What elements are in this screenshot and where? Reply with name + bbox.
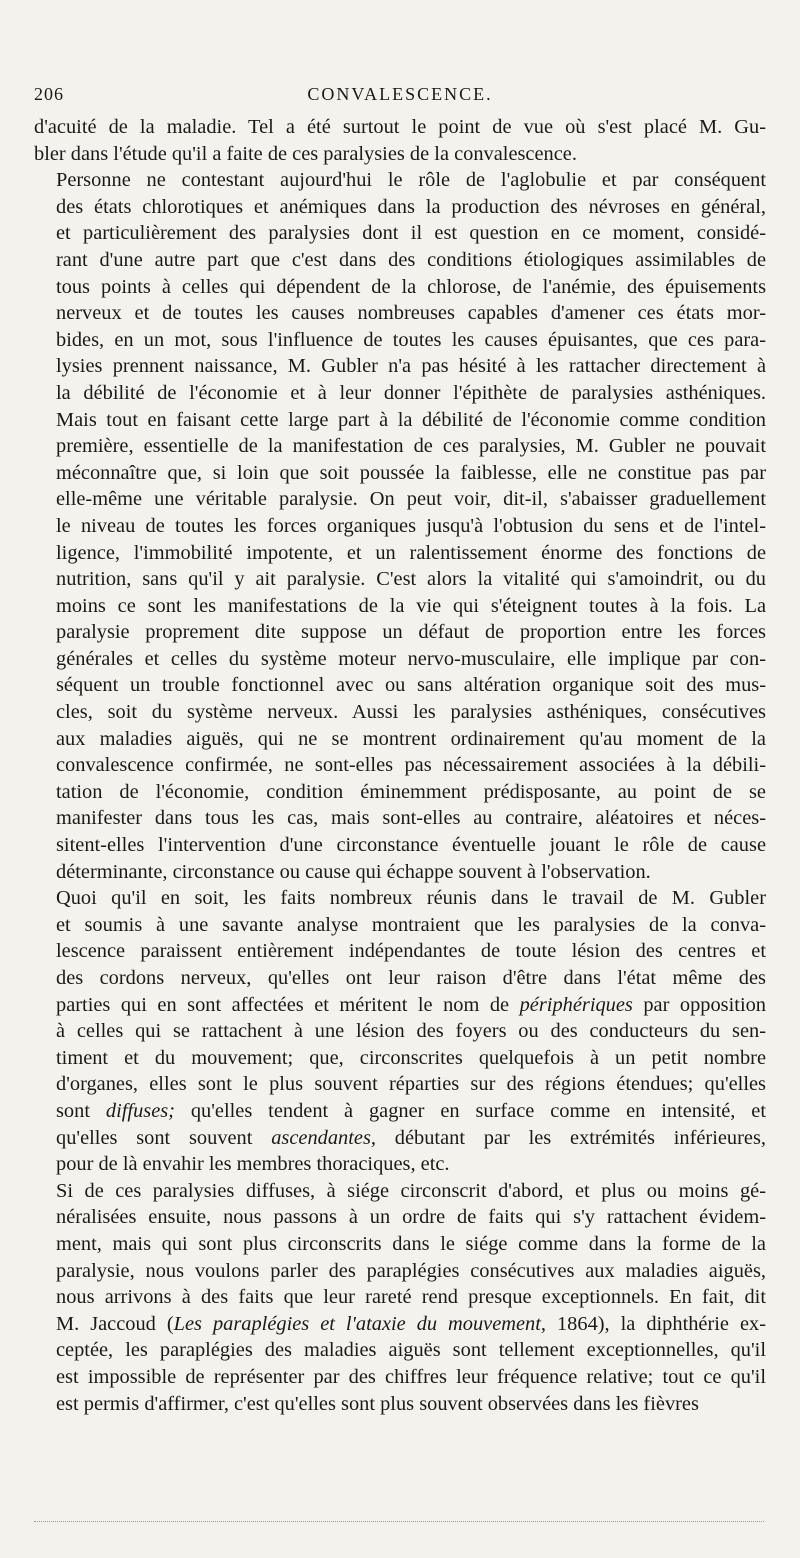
text-segment: qu'elles sont souvent (56, 1126, 272, 1149)
italic-segment: Les paraplégies et l'ataxie du mouvement, (173, 1312, 547, 1335)
text-line: ment, mais qui sont plus circonscrits dans le siége comme dans la forme de la (56, 1232, 766, 1255)
text-line: nutrition, sans qu'il y ait paralysie. C'est alors la vitalité qui s'amoindrit, ou du (56, 568, 766, 591)
text-line: méconnaître que, si loin que soit poussée la faiblesse, elle ne constitue pas par (56, 461, 766, 484)
text-line: déterminante, circonstance ou cause qui échappe souvent à l'observation. (56, 860, 651, 883)
text-line: timent et du mouvement; que, circonscrites quelquefois à un petit nombre (56, 1046, 766, 1069)
text-line: séquent un trouble fonctionnel avec ou sans altération organique soit des mus- (56, 674, 766, 697)
book-page (34, 84, 766, 1417)
running-header (34, 84, 766, 114)
text-segment: débutant par les extrémités inférieures, (375, 1126, 767, 1149)
text-line: nous arrivons à des faits que leur rareté rend presque exceptionnels. En fait, dit (56, 1286, 766, 1309)
paragraph (34, 1178, 766, 1417)
text-line: rant d'une autre part que c'est dans des conditions étiologiques assimilables de (56, 248, 766, 271)
text-line: manifester dans tous les cas, mais sont-elles au contraire, aléatoires et néces- (56, 807, 766, 830)
text-line: des états chlorotiques et anémiques dans la production des névroses en général, (56, 195, 766, 218)
text-line: elle-même une véritable paralysie. On peut voir, dit-il, s'abaisser graduellement (56, 488, 766, 511)
text-line: Mais tout en faisant cette large part à la débilité de l'économie comme condition (56, 408, 766, 431)
paragraph (34, 114, 766, 167)
italic-segment: diffuses; (105, 1099, 175, 1122)
text-line: aux maladies aiguës, qui ne se montrent ordinairement qu'au moment de la (56, 727, 766, 750)
text-line (34, 992, 766, 1019)
text-line: paralysie proprement dite suppose un défaut de proportion entre les forces (56, 621, 766, 644)
text-line: Personne ne contestant aujourd'hui le rôle de l'aglobulie et par conséquent (56, 169, 766, 192)
text-segment: qu'elles tendent à gagner en surface comme en intensité, et (174, 1099, 766, 1122)
text-line: générales et celles du système moteur nervo-musculaire, elle implique par con- (56, 647, 766, 670)
text-segment: M. Jaccoud ( (56, 1312, 174, 1335)
text-segment: 1864), la diphthérie ex- (546, 1312, 766, 1335)
running-title: CONVALESCENCE. (307, 84, 493, 104)
text-line: des cordons nerveux, qu'elles ont leur raison d'être dans l'état même des (56, 967, 766, 989)
text-line: première, essentielle de la manifestation de ces paralysies, M. Gubler ne pouvait (56, 435, 766, 458)
text-line: convalescence confirmée, ne sont-elles pas nécessairement associées à la débili- (56, 754, 766, 777)
text-line: nerveux et de toutes les causes nombreuses capables d'amener ces états mor- (56, 302, 766, 325)
text-line: à celles qui se rattachent à une lésion des foyers ou des conducteurs du sen- (56, 1020, 766, 1043)
text-line: moins ce sont les manifestations de la vie qui s'éteignent toutes à la fois. La (56, 594, 766, 617)
text-line: paralysie, nous voulons parler des paraplégies consécutives aux maladies aiguës, (56, 1259, 766, 1282)
text-line: la débilité de l'économie et à leur donner l'épithète de paralysies asthéniques. (56, 381, 766, 404)
text-line: d'acuité de la maladie. Tel a été surtout le point de vue où s'est placé M. Gu- (34, 116, 766, 138)
text-line: lysies prennent naissance, M. Gubler n'a pas hésité à les rattacher directement à (56, 355, 766, 378)
body-text (34, 114, 766, 1417)
text-segment: sont (56, 1099, 106, 1122)
page-number: 206 (34, 84, 64, 104)
paragraph (34, 167, 766, 885)
text-line (34, 1125, 766, 1152)
text-line: bides, en un mot, sous l'influence de toutes les causes épuisantes, que ces para- (56, 328, 766, 351)
text-line: bler dans l'étude qu'il a faite de ces paralysies de la convalescence. (34, 142, 577, 165)
text-line: ligence, l'immobilité impotente, et un ralentissement énorme des fonctions de (56, 541, 766, 564)
text-line: Quoi qu'il en soit, les faits nombreux réunis dans le travail de M. Gubler (56, 887, 766, 910)
paragraph (34, 885, 766, 1178)
text-line: cles, soit du système nerveux. Aussi les paralysies asthéniques, consécutives (56, 701, 766, 724)
text-line: est permis d'affirmer, c'est qu'elles sont plus souvent observées dans les fièvres (56, 1392, 699, 1415)
text-line: pour de là envahir les membres thoraciques, etc. (56, 1153, 450, 1176)
text-segment: par opposition (632, 993, 766, 1016)
italic-segment: ascendantes, (271, 1126, 376, 1149)
text-line: néralisées ensuite, nous passons à un ordre de faits qui s'y rattachent évidem- (56, 1206, 766, 1229)
text-line: est impossible de représenter par des chiffres leur fréquence relative; tout ce qu'il (56, 1365, 766, 1388)
italic-segment: périphériques (519, 993, 633, 1016)
text-line: et soumis à une savante analyse montraient que les paralysies de la conva- (56, 913, 766, 936)
text-segment: parties qui en sont affectées et méritent le nom de (56, 993, 520, 1016)
footer-dotted-rule (34, 1521, 764, 1522)
text-line: d'organes, elles sont le plus souvent réparties sur des régions étendues; qu'elles (56, 1073, 766, 1096)
text-line: ceptée, les paraplégies des maladies aiguës sont tellement exceptionnelles, qu'il (56, 1339, 766, 1362)
text-line: sitent-elles l'intervention d'une circonstance éventuelle jouant le rôle de cause (56, 834, 766, 857)
text-line: tous points à celles qui dépendent de la chlorose, de l'anémie, des épuisements (56, 275, 766, 298)
text-line: le niveau de toutes les forces organiques jusqu'à l'obtusion du sens et de l'intel- (56, 514, 766, 537)
text-line: Si de ces paralysies diffuses, à siége circonscrit d'abord, et plus ou moins gé- (56, 1179, 766, 1202)
text-line: tation de l'économie, condition éminemment prédisposante, au point de se (56, 780, 766, 803)
text-line: et particulièrement des paralysies dont il est question en ce moment, considé- (56, 222, 766, 245)
text-line: lescence paraissent entièrement indépendantes de toute lésion des centres et (56, 940, 766, 963)
text-line (34, 1098, 766, 1125)
text-line (34, 1311, 766, 1338)
